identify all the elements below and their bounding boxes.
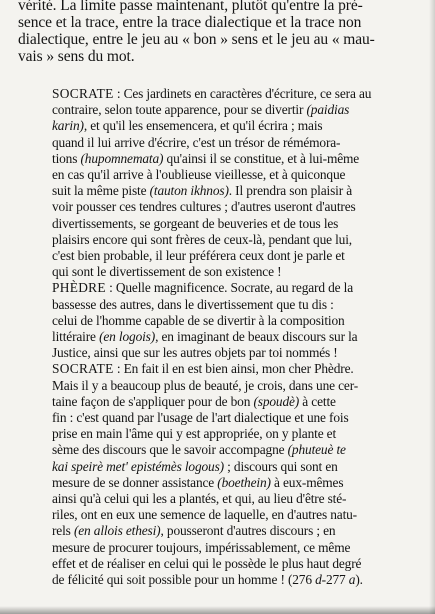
quote-text: Justice, ainsi que sur les autres objets par toi nommés !	[52, 345, 338, 361]
intro-text: vais » sens du mot.	[18, 48, 135, 65]
quote-line	[52, 426, 336, 442]
quote-line	[52, 442, 346, 458]
intro-text: vérité. La limite passe maintenant, plutôt qu'entre la pré-	[18, 0, 363, 14]
greek-term: (spoudè)	[253, 393, 300, 409]
quote-text: Mais il y a beaucoup plus de beauté, je crois, dans une cer-	[52, 377, 359, 393]
greek-term: (boethein)	[217, 474, 271, 490]
quote-text: taine façon de s'appliquer pour de bon	[52, 393, 254, 409]
quote-line	[52, 232, 352, 248]
quote-text: qui sont le divertissement de son existence !	[52, 264, 282, 280]
quote-text: divertissements, se gorgeant de beuveries et de tous les	[52, 215, 339, 231]
quote-text: fin : c'est quand par l'usage de l'art dialectique et une fois	[52, 410, 349, 425]
quote-text: littéraire	[52, 329, 100, 344]
quote-line	[52, 329, 357, 345]
quote-line	[52, 361, 354, 377]
quote-line	[52, 264, 281, 280]
quote-line	[52, 572, 363, 588]
quote-text: , pousseront d'autres discours ; en	[160, 523, 336, 539]
quote-line	[52, 556, 361, 572]
quote-text: sème des discours que le savoir accompagne	[52, 442, 288, 458]
quote-line	[52, 216, 338, 232]
quote-text: ; discours qui sont en	[223, 458, 338, 474]
speaker-name: PHÈDRE	[52, 280, 106, 296]
greek-term: (tauton ikhnos)	[149, 183, 229, 199]
intro-line	[18, 14, 361, 31]
quote-line	[52, 135, 340, 151]
quote-text: prise en main l'âme qui y est appropriée, on y plante et	[52, 426, 337, 442]
quote-line	[52, 248, 345, 264]
quote-text: plaisirs encore qui sont frères de ceux-là, pendant que lui,	[52, 231, 352, 247]
speaker-name: SOCRATE	[52, 361, 114, 377]
greek-term: kai speirè met' epistémès logous)	[52, 458, 224, 474]
quote-text: -277	[321, 572, 349, 587]
greek-term: (en logois)	[99, 329, 156, 344]
quote-text: , et qu'il les ensemencera, et qu'il écrira ; mais	[83, 118, 323, 134]
intro-line	[18, 48, 135, 65]
quote-text: mesure de se donner assistance	[52, 474, 218, 490]
speaker-name: SOCRATE	[52, 86, 114, 101]
intro-line	[18, 31, 375, 48]
greek-term: (phuteuè te	[287, 442, 346, 458]
quote-line	[52, 394, 336, 410]
page-bottom-shadow	[0, 606, 435, 614]
quote-line	[52, 167, 345, 183]
page-edge-shadow	[429, 0, 435, 614]
quote-text: ).	[355, 572, 363, 587]
quote-text: mesure de procurer toujours, impérissablement, ce même	[52, 539, 351, 555]
quote-line	[52, 297, 334, 313]
intro-text: sence et la trace, entre la trace dialectique et la trace non	[18, 14, 362, 31]
greek-term: d	[315, 572, 322, 587]
quote-line	[52, 151, 359, 167]
quote-line	[52, 507, 357, 523]
greek-term: (en allois ethesi)	[73, 523, 161, 539]
quote-line	[52, 345, 338, 361]
quote-line	[52, 118, 322, 134]
quote-line	[52, 475, 343, 491]
quote-text: : Ces jardinets en caractères d'écriture, ce sera au	[113, 86, 372, 101]
quote-line	[52, 280, 353, 296]
intro-line	[18, 0, 363, 14]
quote-text: contraire, selon toute apparence, pour se divertir	[52, 102, 307, 118]
quote-line	[52, 491, 346, 507]
quote-text: ainsi qu'à celui qui les a plantés, et qui, au lieu d'être sté-	[52, 491, 347, 506]
quote-line	[52, 102, 349, 118]
quote-line	[52, 199, 356, 215]
quote-text: celui de l'homme capable de se divertir à la composition	[52, 312, 345, 328]
quote-line	[52, 459, 338, 475]
quote-text: , en imaginant de beaux discours sur la	[155, 329, 358, 344]
quote-line	[52, 183, 352, 199]
quote-line	[52, 86, 371, 102]
quote-line	[52, 313, 345, 329]
greek-term: (paidias	[306, 102, 350, 118]
quote-text: qu'ainsi il se constitue, et à lui-même	[163, 150, 360, 166]
quote-text: bassesse des autres, dans le divertissement que tu dis :	[52, 296, 334, 312]
quote-text: en cas qu'il arrive à l'oublieuse vieillesse, et à quiconque	[52, 167, 346, 182]
greek-term: a	[348, 572, 356, 587]
quote-text: effet et de réaliser en celui qui le possède le plus haut degré	[52, 555, 362, 571]
quote-line	[52, 523, 335, 539]
quote-text: tions	[52, 150, 81, 166]
quote-text: : Quelle magnificence. Socrate, au regard de la	[105, 280, 353, 296]
quote-line	[52, 540, 350, 556]
quote-text: : En fait il en est bien ainsi, mon cher Phèdre.	[113, 361, 354, 377]
greek-term: (hupomnemata)	[80, 150, 164, 166]
quote-text: rels	[52, 523, 74, 539]
quote-line	[52, 378, 358, 394]
quote-text: suit la même piste	[52, 183, 150, 199]
quote-text: c'est bien probable, il leur préférera ceux dont je parle et	[52, 248, 345, 263]
quote-line	[52, 410, 349, 426]
quote-text: à eux-mêmes	[270, 474, 344, 490]
quote-text: quand il lui arrive d'écrire, c'est un trésor de rémémora-	[52, 134, 341, 150]
quote-text: à cette	[299, 393, 336, 409]
quote-text: . Il prendra son plaisir à	[228, 183, 353, 199]
quote-text: de félicité qui soit possible pour un homme ! (276	[52, 572, 316, 587]
quote-text: voir pousser ces tendres cultures ; d'autres useront d'autres	[52, 199, 356, 215]
quote-text: riles, ont en eux une semence de laquelle, en d'autres natu-	[52, 507, 357, 523]
greek-term: karin)	[52, 118, 84, 134]
intro-text: dialectique, entre le jeu au « bon » sens et le jeu au « mau-	[18, 31, 375, 48]
